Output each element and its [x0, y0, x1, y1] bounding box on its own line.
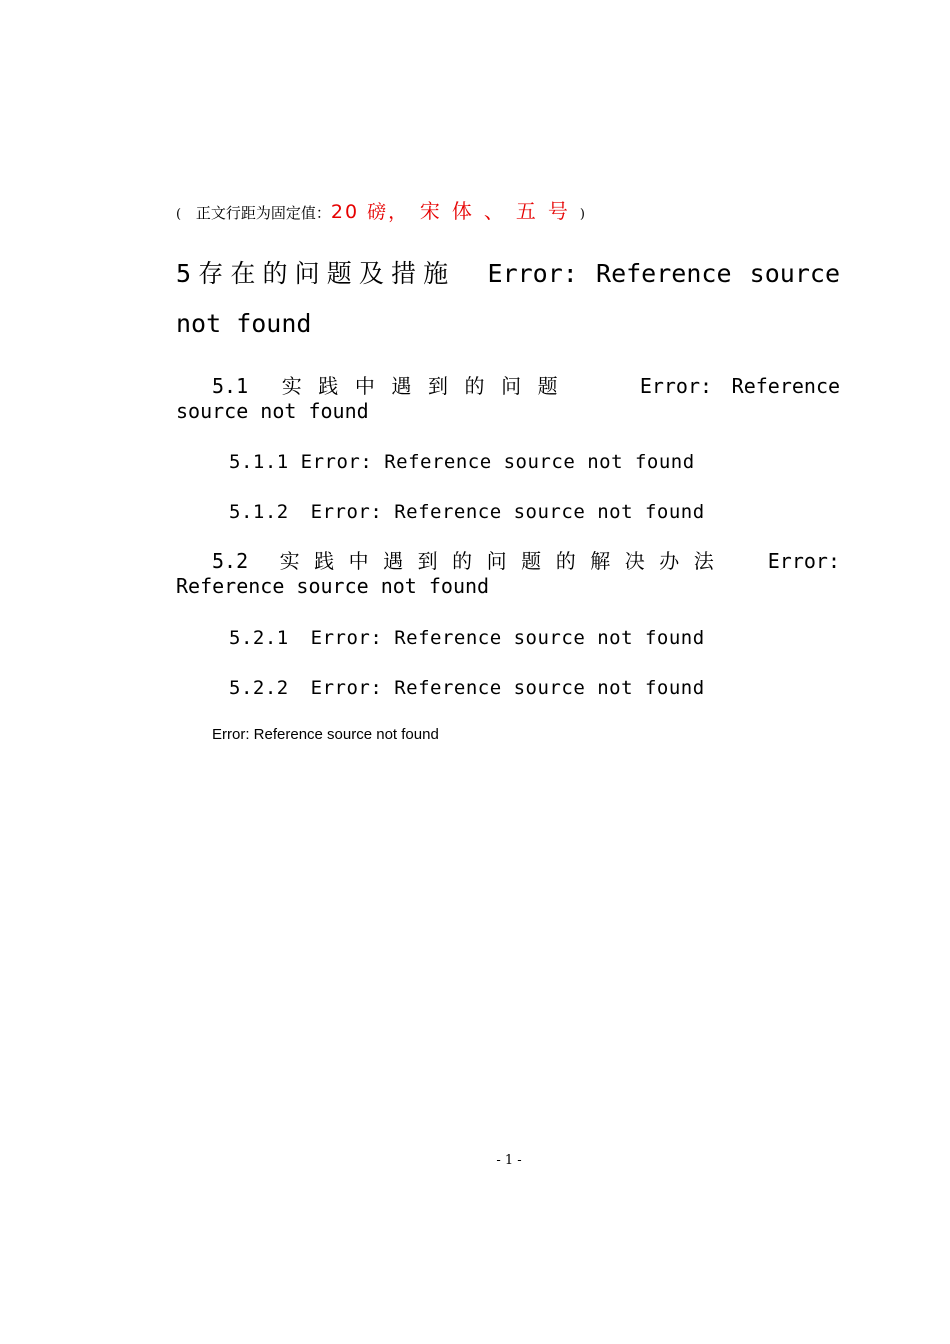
sub-5-1-1-error-reference: Error: Reference source not found	[300, 451, 695, 473]
section-5-2-error-reference: Error: Reference source not found	[176, 549, 840, 598]
page-number: - 1 -	[496, 1153, 522, 1168]
sub-5-2-2-error-reference: Error: Reference source not found	[310, 677, 705, 699]
formatting-note	[176, 196, 585, 230]
heading-sub-5-1-1	[229, 448, 695, 476]
sub-5-2-2-number: 5.2.2	[229, 677, 289, 699]
chapter-title: 5存在的问题及措施	[176, 259, 456, 288]
section-5-1-title: 实践中遇到的问题	[281, 374, 575, 398]
section-5-2-number: 5.2	[212, 549, 249, 573]
heading-section-5-2	[176, 549, 840, 599]
sub-5-2-1-error-reference: Error: Reference source not found	[310, 627, 705, 649]
sub-5-1-1-number: 5.1.1	[229, 451, 289, 473]
note-text: 正文行距为固定值：	[195, 204, 331, 222]
heading-sub-5-2-2	[229, 674, 705, 702]
note-close-paren: )	[579, 207, 585, 222]
heading-section-5-1	[176, 374, 840, 424]
section-5-1-error-reference: Error: Reference source not found	[176, 374, 841, 423]
section-5-1-number: 5.1	[212, 374, 249, 398]
note-line-spacing-value: 20 磅，	[330, 201, 410, 223]
note-font-spec: 宋体、五号	[419, 199, 580, 223]
chapter-error-reference: Error: Reference source not found	[176, 259, 840, 338]
heading-sub-5-2-1	[229, 624, 705, 652]
section-5-2-title: 实践中遇到的问题的解决办法	[279, 549, 729, 573]
heading-sub-5-1-2	[229, 498, 705, 526]
heading-chapter-5	[176, 249, 840, 349]
body-error-reference: Error: Reference source not found	[212, 726, 439, 743]
sub-5-2-1-number: 5.2.1	[229, 627, 289, 649]
sub-5-1-2-error-reference: Error: Reference source not found	[310, 501, 705, 523]
sub-5-1-2-number: 5.1.2	[229, 501, 289, 523]
note-open-paren: (	[176, 207, 182, 222]
